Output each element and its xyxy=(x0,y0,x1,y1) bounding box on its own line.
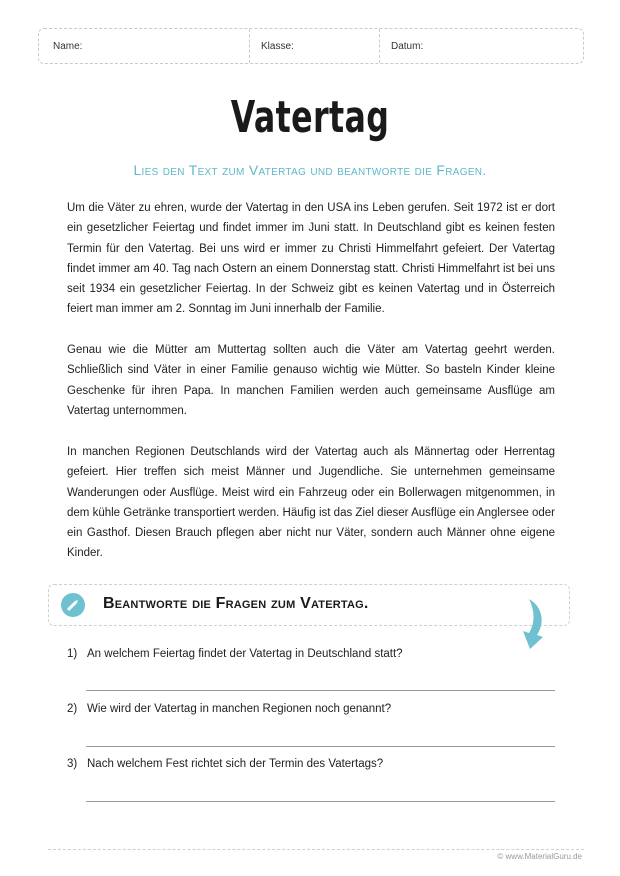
arrow-down-icon xyxy=(515,597,551,652)
question-item xyxy=(67,758,383,770)
question-number: 3) xyxy=(67,758,78,770)
copyright-footer: © www.MaterialGuru.de xyxy=(497,852,582,861)
paragraph: In manchen Regionen Deutschlands wird der Vatertag auch als Männertag oder Herrentag gefeiert. Hier treffen sich meist Männer und Jugendliche. Sie unternehmen gemeinsame Wanderungen oder Ausflüge. Meist wird ein Fahrzeug oder ein Bollerwagen mitgenommen, in dem kühle Getränke transportiert werden. Häufig ist das Ziel dieser Ausflüge ein Anglersee oder ein Gasthof. Diesen Brauch pflegen aber nicht nur Väter, sondern auch Männer ohne eigene Kinder. xyxy=(67,446,555,560)
question-item xyxy=(67,648,403,660)
page-title: Vatertag xyxy=(230,92,390,143)
name-label: Name: xyxy=(53,41,83,52)
question-number: 1) xyxy=(67,648,78,660)
class-label: Klasse: xyxy=(261,41,294,52)
questions-title: Beantworte die Fragen zum Vatertag. xyxy=(103,595,369,612)
question-text: Nach welchem Fest richtet sich der Termin des Vatertags? xyxy=(87,758,384,770)
question-number: 2) xyxy=(67,703,78,715)
header-box xyxy=(38,28,584,64)
date-label: Datum: xyxy=(391,41,424,52)
footer-divider xyxy=(48,849,584,850)
paragraph: Um die Väter zu ehren, wurde der Vatertag in den USA ins Leben gerufen. Seit 1972 ist er dort ein gesetzlicher Feiertag und findet immer im Juni statt. In Deutschland gibt es keinen festen Termin für den Vatertag. Bei uns wird er immer zu Christi Himmelfahrt gefeiert. Der Vatertag findet immer am 40. Tag nach Ostern an einem Donnerstag statt. Christi Himmelfahrt ist bei uns seit 1934 ein gesetzlicher Feiertag. In der Schweiz gibt es keinen Vatertag und in Österreich feiert man immer am 2. Sonntag im Juni innerhalb der Familie. xyxy=(67,202,555,316)
header-divider xyxy=(249,29,250,63)
answer-line[interactable] xyxy=(86,690,555,691)
question-text: An welchem Feiertag findet der Vatertag in Deutschland statt? xyxy=(87,648,403,660)
answer-line[interactable] xyxy=(86,801,555,802)
question-text: Wie wird der Vatertag in manchen Regionen noch genannt? xyxy=(87,703,392,715)
header-divider xyxy=(379,29,380,63)
questions-header xyxy=(48,584,570,626)
paragraph: Genau wie die Mütter am Muttertag sollten auch die Väter am Vatertag geehrt werden. Schließlich sind Väter in einer Familie genauso wichtig wie Mütter. So basteln Kinder kleine Geschenke für ihren Papa. In manchen Familien werden auch gemeinsame Ausflüge am Vatertag unternommen. xyxy=(67,344,555,417)
pencil-icon xyxy=(61,593,85,617)
answer-line[interactable] xyxy=(86,746,555,747)
instruction-subtitle: Lies den Text zum Vatertag und beantworte die Fragen. xyxy=(133,162,487,178)
question-item xyxy=(67,703,391,715)
